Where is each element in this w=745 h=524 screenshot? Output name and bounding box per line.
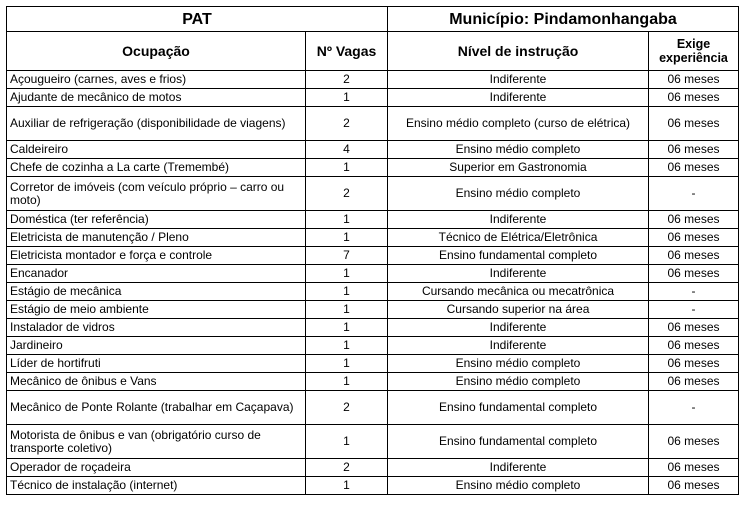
- education-cell: Indiferente: [388, 337, 649, 355]
- education-cell: Indiferente: [388, 319, 649, 337]
- vacancies-cell: 1: [306, 159, 388, 177]
- education-cell: Ensino fundamental completo: [388, 425, 649, 459]
- vacancies-cell: 2: [306, 107, 388, 141]
- vacancies-cell: 4: [306, 141, 388, 159]
- header-experience: Exige experiência: [649, 32, 739, 71]
- table-row: [7, 425, 739, 459]
- vacancies-cell: 2: [306, 71, 388, 89]
- experience-cell: 06 meses: [649, 211, 739, 229]
- experience-cell: 06 meses: [649, 319, 739, 337]
- education-cell: Ensino médio completo: [388, 373, 649, 391]
- education-cell: Ensino médio completo: [388, 177, 649, 211]
- experience-cell: 06 meses: [649, 459, 739, 477]
- pat-title: PAT: [7, 7, 388, 32]
- vacancies-cell: 1: [306, 355, 388, 373]
- vacancies-cell: 1: [306, 283, 388, 301]
- experience-cell: 06 meses: [649, 107, 739, 141]
- job-vacancies-table: [6, 6, 739, 495]
- occupation-cell: Auxiliar de refrigeração (disponibilidade de viagens): [7, 107, 306, 141]
- education-cell: Cursando superior na área: [388, 301, 649, 319]
- education-cell: Ensino médio completo: [388, 477, 649, 495]
- title-row: [7, 7, 739, 32]
- education-cell: Indiferente: [388, 265, 649, 283]
- vacancies-cell: 1: [306, 211, 388, 229]
- experience-cell: 06 meses: [649, 265, 739, 283]
- table-row: [7, 337, 739, 355]
- experience-cell: 06 meses: [649, 425, 739, 459]
- header-education: Nível de instrução: [388, 32, 649, 71]
- experience-cell: 06 meses: [649, 141, 739, 159]
- table-row: [7, 107, 739, 141]
- header-vacancies: Nº Vagas: [306, 32, 388, 71]
- occupation-cell: Motorista de ônibus e van (obrigatório curso de transporte coletivo): [7, 425, 306, 459]
- experience-cell: 06 meses: [649, 71, 739, 89]
- vacancies-cell: 2: [306, 391, 388, 425]
- vacancies-cell: 1: [306, 301, 388, 319]
- vacancies-cell: 2: [306, 459, 388, 477]
- education-cell: Ensino médio completo: [388, 355, 649, 373]
- occupation-cell: Mecânico de ônibus e Vans: [7, 373, 306, 391]
- table-row: [7, 391, 739, 425]
- occupation-cell: Ajudante de mecânico de motos: [7, 89, 306, 107]
- table-row: [7, 477, 739, 495]
- experience-cell: 06 meses: [649, 247, 739, 265]
- occupation-cell: Estágio de mecânica: [7, 283, 306, 301]
- experience-cell: 06 meses: [649, 89, 739, 107]
- vacancies-cell: 1: [306, 319, 388, 337]
- table-row: [7, 459, 739, 477]
- header-occupation: Ocupação: [7, 32, 306, 71]
- occupation-cell: Açougueiro (carnes, aves e frios): [7, 71, 306, 89]
- experience-cell: 06 meses: [649, 159, 739, 177]
- table-row: [7, 247, 739, 265]
- experience-cell: -: [649, 301, 739, 319]
- occupation-cell: Corretor de imóveis (com veículo próprio – carro ou moto): [7, 177, 306, 211]
- experience-cell: 06 meses: [649, 229, 739, 247]
- vacancies-cell: 1: [306, 477, 388, 495]
- occupation-cell: Mecânico de Ponte Rolante (trabalhar em Caçapava): [7, 391, 306, 425]
- vacancies-cell: 1: [306, 229, 388, 247]
- occupation-cell: Operador de roçadeira: [7, 459, 306, 477]
- occupation-cell: Líder de hortifruti: [7, 355, 306, 373]
- table-row: [7, 71, 739, 89]
- education-cell: Técnico de Elétrica/Eletrônica: [388, 229, 649, 247]
- education-cell: Ensino médio completo (curso de elétrica): [388, 107, 649, 141]
- table-row: [7, 265, 739, 283]
- education-cell: Ensino fundamental completo: [388, 247, 649, 265]
- education-cell: Cursando mecânica ou mecatrônica: [388, 283, 649, 301]
- experience-cell: -: [649, 283, 739, 301]
- table-row: [7, 141, 739, 159]
- vacancies-cell: 7: [306, 247, 388, 265]
- occupation-cell: Jardineiro: [7, 337, 306, 355]
- vacancies-cell: 1: [306, 425, 388, 459]
- table-row: [7, 373, 739, 391]
- experience-cell: -: [649, 391, 739, 425]
- education-cell: Ensino médio completo: [388, 141, 649, 159]
- education-cell: Indiferente: [388, 459, 649, 477]
- experience-cell: 06 meses: [649, 337, 739, 355]
- education-cell: Indiferente: [388, 211, 649, 229]
- experience-cell: 06 meses: [649, 373, 739, 391]
- experience-cell: 06 meses: [649, 355, 739, 373]
- table-row: [7, 159, 739, 177]
- table-row: [7, 89, 739, 107]
- vacancies-cell: 1: [306, 89, 388, 107]
- experience-cell: -: [649, 177, 739, 211]
- table-row: [7, 301, 739, 319]
- occupation-cell: Chefe de cozinha a La carte (Tremembé): [7, 159, 306, 177]
- table-row: [7, 177, 739, 211]
- occupation-cell: Caldeireiro: [7, 141, 306, 159]
- table-row: [7, 355, 739, 373]
- table-row: [7, 283, 739, 301]
- occupation-cell: Encanador: [7, 265, 306, 283]
- education-cell: Superior em Gastronomia: [388, 159, 649, 177]
- table-row: [7, 211, 739, 229]
- vacancies-cell: 1: [306, 265, 388, 283]
- header-row: [7, 32, 739, 71]
- occupation-cell: Instalador de vidros: [7, 319, 306, 337]
- education-cell: Ensino fundamental completo: [388, 391, 649, 425]
- experience-cell: 06 meses: [649, 477, 739, 495]
- occupation-cell: Técnico de instalação (internet): [7, 477, 306, 495]
- table-row: [7, 229, 739, 247]
- education-cell: Indiferente: [388, 71, 649, 89]
- municipality-title: Município: Pindamonhangaba: [388, 7, 739, 32]
- vacancies-cell: 1: [306, 337, 388, 355]
- vacancies-cell: 1: [306, 373, 388, 391]
- education-cell: Indiferente: [388, 89, 649, 107]
- occupation-cell: Doméstica (ter referência): [7, 211, 306, 229]
- occupation-cell: Estágio de meio ambiente: [7, 301, 306, 319]
- occupation-cell: Eletricista de manutenção / Pleno: [7, 229, 306, 247]
- vacancies-cell: 2: [306, 177, 388, 211]
- table-row: [7, 319, 739, 337]
- occupation-cell: Eletricista montador e força e controle: [7, 247, 306, 265]
